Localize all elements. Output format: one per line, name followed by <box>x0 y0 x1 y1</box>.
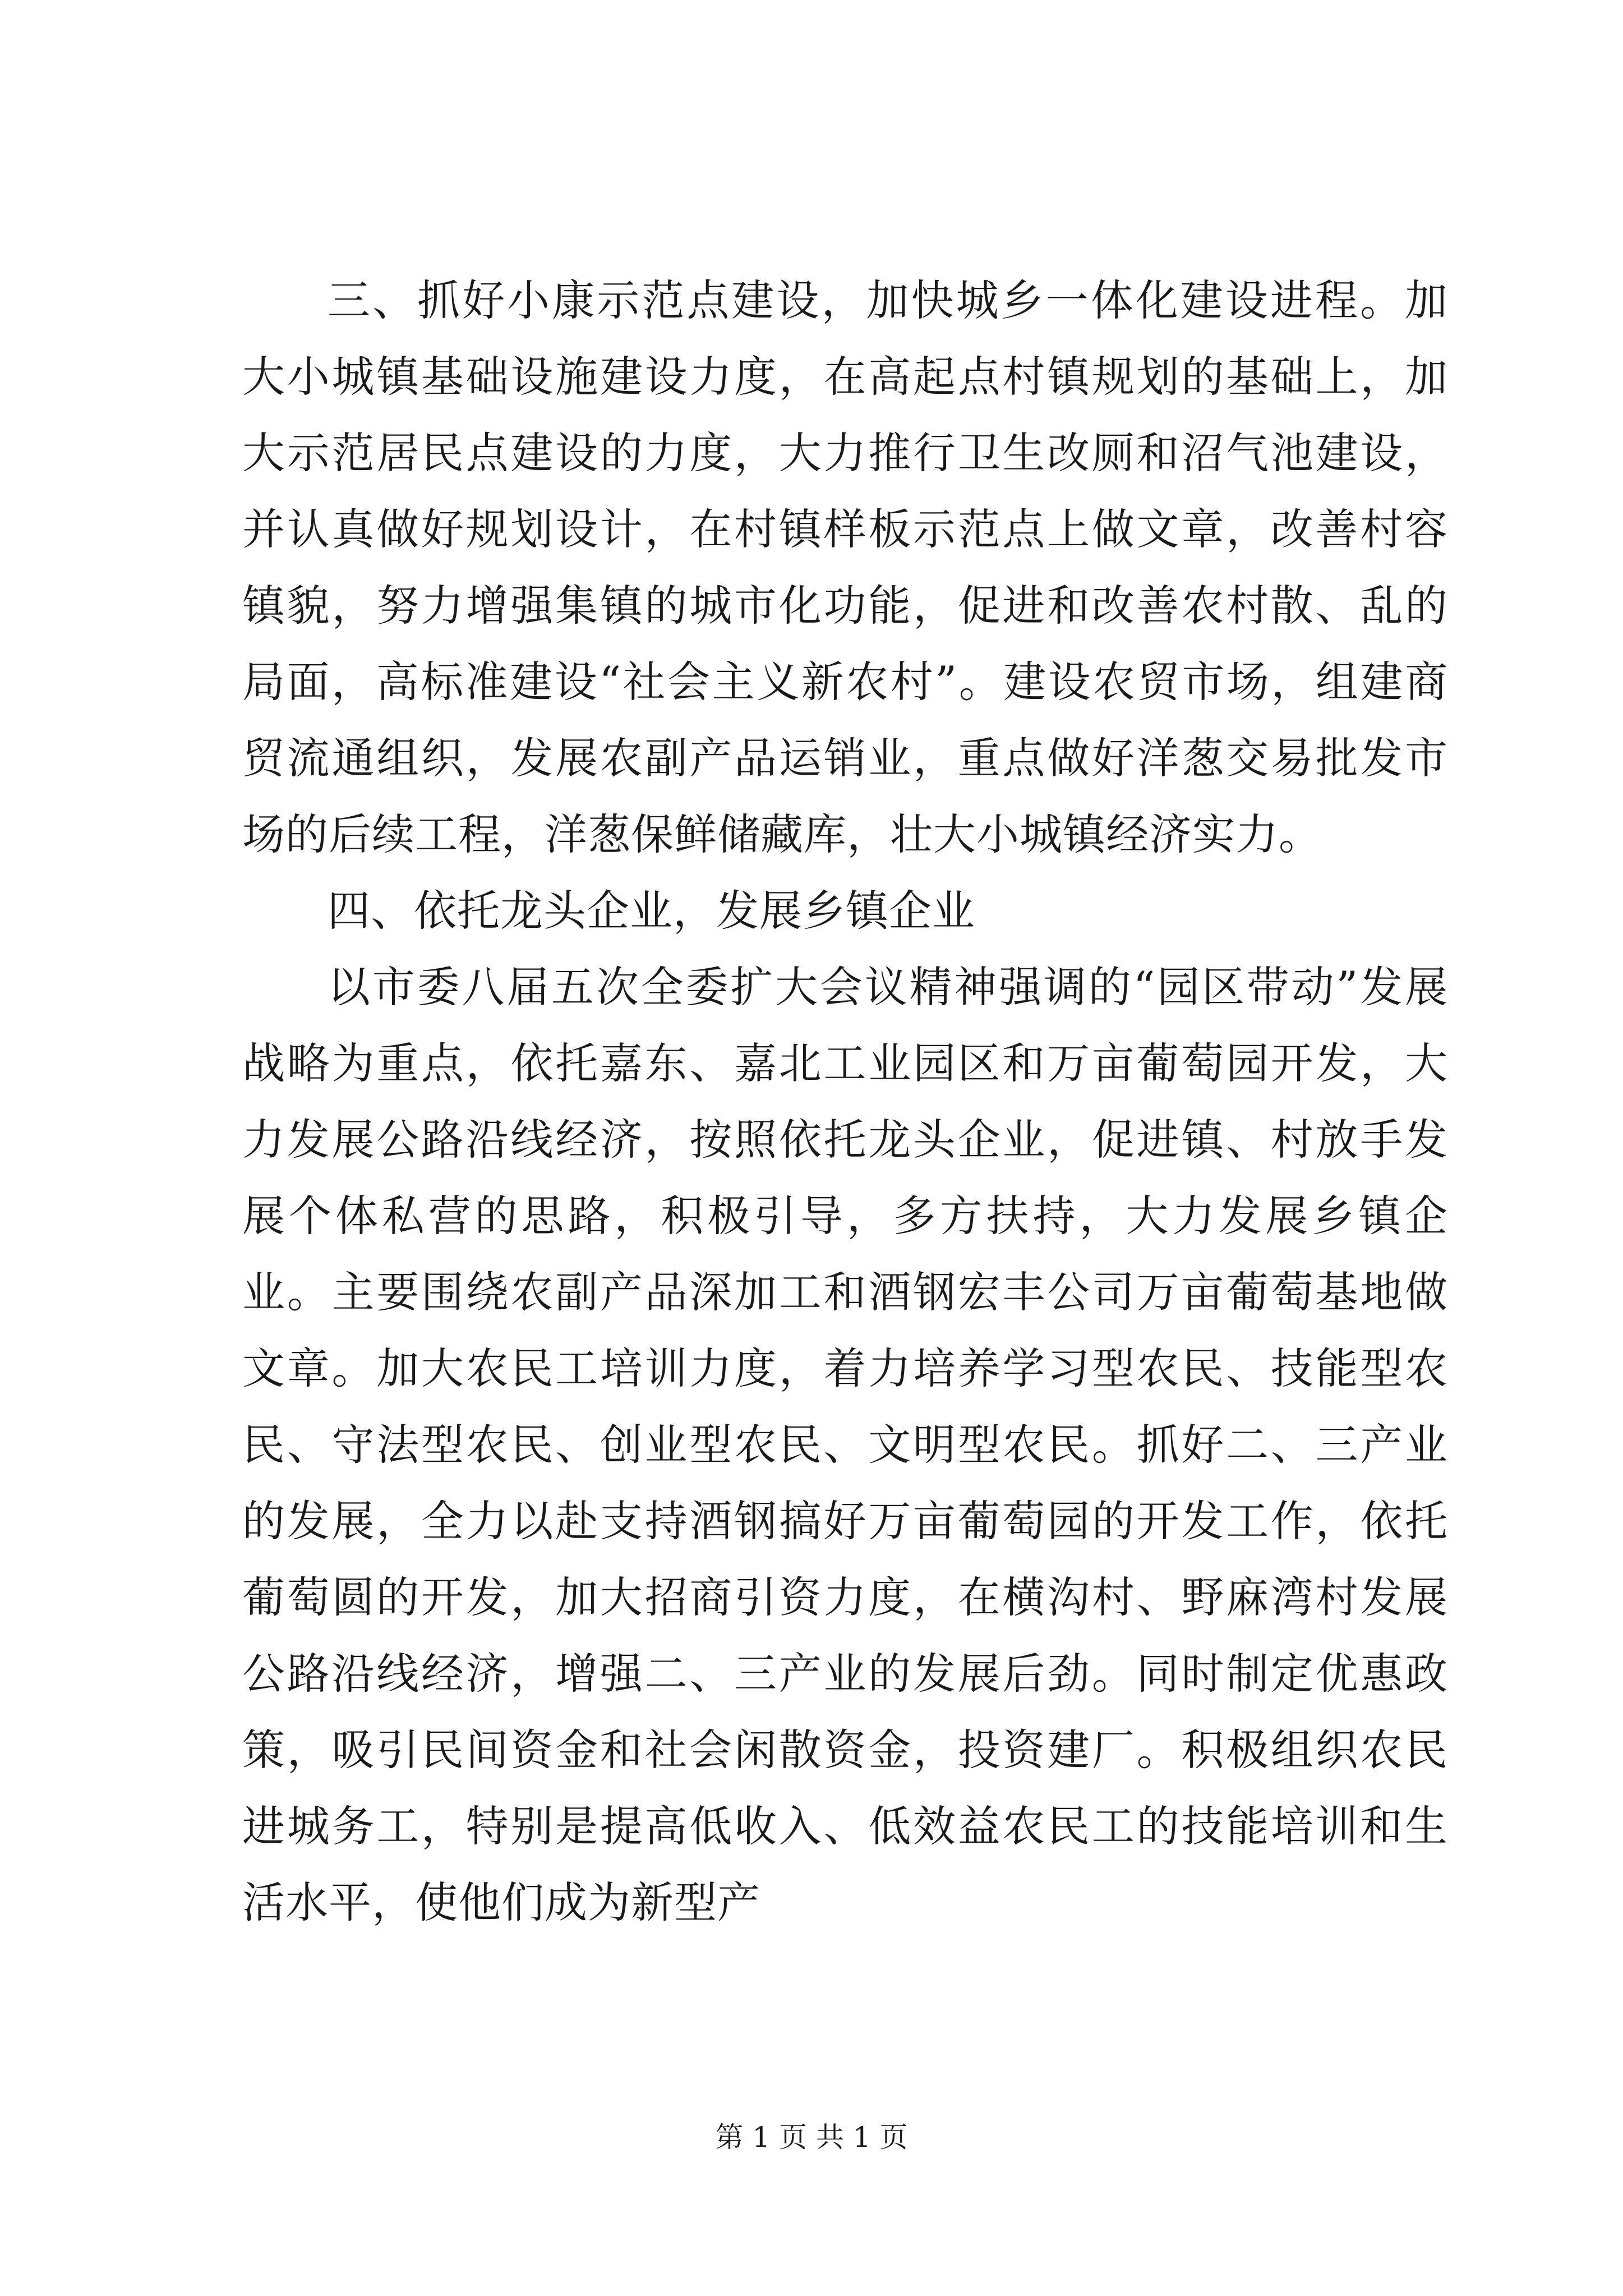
paragraph-section-three: 三、抓好小康示范点建设，加快城乡一体化建设进程。加大小城镇基础设施建设力度，在高起点村镇规划的基础上，加大示范居民点建设的力度，大力推行卫生改厕和沼气池建设，并认真做好规划设计，在村镇样板示范点上做文章，改善村容镇貌，努力增强集镇的城市化功能，促进和改善农村散、乱的局面，高标准建设“社会主义新农村”。建设农贸市场，组建商贸流通组织，发展农副产品运销业，重点做好洋葱交易批发市场的后续工程，洋葱保鲜储藏库，壮大小城镇经济实力。 <box>242 275 1448 859</box>
paragraph-section-four-body: 以市委八届五次全委扩大会议精神强调的“园区带动”发展战略为重点，依托嘉东、嘉北工业园区和万亩葡萄园开发，大力发展公路沿线经济，按照依托龙头企业，促进镇、村放手发展个体私营的思路，积极引导，多方扶持，大力发展乡镇企业。主要围绕农副产品深加工和酒钢宏丰公司万亩葡萄基地做文章。加大农民工培训力度，着力培养学习型农民、技能型农民、守法型农民、创业型农民、文明型农民。抓好二、三产业的发展，全力以赴支持酒钢搞好万亩葡萄园的开发工作，依托葡萄圆的开发，加大招商引资力度，在横沟村、野麻湾村发展公路沿线经济，增强二、三产业的发展后劲。同时制定优惠政策，吸引民间资金和社会闲散资金，投资建厂。积极组织农民进城务工，特别是提高低收入、低效益农民工的技能培训和生活水平，使他们成为新型产 <box>242 962 1448 1927</box>
heading-section-four: 四、依托龙头企业，发展乡镇企业 <box>328 886 975 936</box>
page-footer: 第 1 页 共 1 页 <box>715 2121 908 2154</box>
document-body <box>242 263 1448 1941</box>
